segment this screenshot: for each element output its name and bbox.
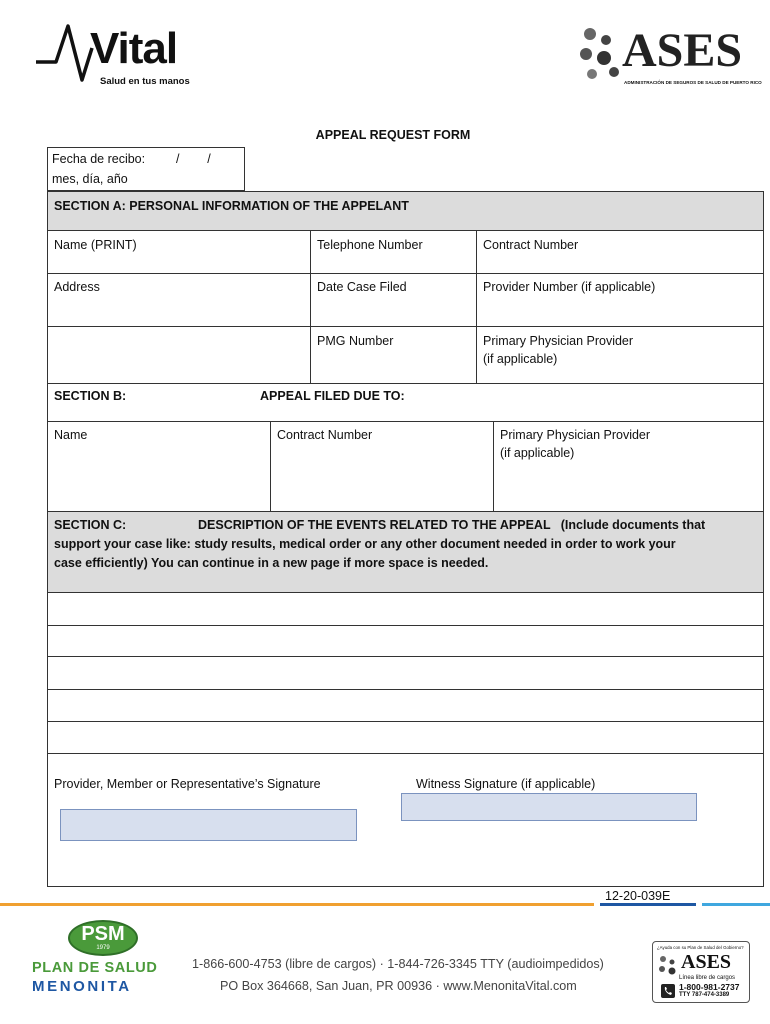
appeal-name-field[interactable]: Name [54, 428, 88, 442]
footer-orange-bar [0, 903, 594, 906]
description-line[interactable] [47, 753, 764, 754]
telephone-field[interactable]: Telephone Number [317, 238, 423, 252]
plan-de-salud-menonita-logo [28, 918, 188, 998]
divider [47, 592, 764, 593]
ases-tagline: ADMINISTRACIÓN DE SEGUROS DE SALUD DE PUERTO RICO [624, 80, 762, 85]
ases-helpline-phone: 1-800-981-2737 [679, 982, 740, 992]
divider [310, 230, 311, 383]
divider [47, 383, 764, 384]
psm-badge-year: 1979 [96, 945, 110, 951]
divider [47, 421, 764, 422]
receipt-date-slashes: / / [176, 152, 211, 166]
footer-blue-bar [702, 903, 770, 906]
provider-number-field[interactable]: Provider Number (if applicable) [483, 280, 656, 294]
section-b-title: SECTION B: [54, 389, 127, 403]
description-line[interactable] [47, 689, 764, 690]
ases-helpline-tty: TTY 787-474-3389 [679, 992, 730, 998]
witness-signature-label: Witness Signature (if applicable) [416, 777, 596, 791]
appeal-physician-field[interactable]: Primary Physician Provider [500, 428, 651, 442]
section-c-title: SECTION C: [54, 518, 127, 532]
divider [47, 230, 764, 231]
provider-signature-label: Provider, Member or Representative’s Signature [54, 777, 321, 791]
footer-blue-bar [600, 903, 696, 906]
receipt-date-label: Fecha de recibo: [52, 152, 146, 166]
description-line[interactable] [47, 625, 764, 626]
section-c-description-line2: support your case like: study results, medical order or any other document needed in order to work your [54, 537, 676, 551]
appeal-contract-field[interactable]: Contract Number [277, 428, 373, 442]
ases-dots-icon [657, 954, 681, 978]
provider-signature-field[interactable] [60, 809, 357, 841]
date-case-filed-field[interactable]: Date Case Filed [317, 280, 407, 294]
ases-helpline-question: ¿Ayuda con su Plan de Salud del Gobierno? [657, 945, 744, 950]
section-c-description-line1: DESCRIPTION OF THE EVENTS RELATED TO THE APPEAL (Include documents that [198, 518, 706, 532]
name-print-field[interactable]: Name (PRINT) [54, 238, 137, 252]
address-field[interactable]: Address [54, 280, 100, 294]
divider [47, 273, 764, 274]
ases-helpline-free-line: Línea libre de cargos [679, 975, 736, 981]
ases-logo [578, 22, 762, 92]
appeal-physician-note: (if applicable) [500, 446, 575, 460]
footer-contact-phones: 1-866-600-4753 (libre de cargos) · 1-844-726-3345 TTY (audioimpedidos) [192, 957, 604, 971]
section-a-title: SECTION A: PERSONAL INFORMATION OF THE APPELANT [54, 199, 409, 213]
form-title: APPEAL REQUEST FORM [315, 128, 471, 142]
form-code: 12-20-039E [605, 889, 671, 903]
pmg-number-field[interactable]: PMG Number [317, 334, 394, 348]
vital-logo [34, 18, 194, 90]
section-c-description-line3: case efficiently) You can continue in a new page if more space is needed. [54, 556, 489, 570]
ases-helpline-box [652, 941, 750, 1003]
menonita-text: MENONITA [32, 978, 132, 995]
plan-de-salud-text: PLAN DE SALUD [32, 960, 158, 976]
witness-signature-field[interactable] [401, 793, 697, 821]
divider [47, 326, 764, 327]
vital-wordmark: Vital [90, 24, 178, 73]
contract-number-field[interactable]: Contract Number [483, 238, 579, 252]
description-line[interactable] [47, 656, 764, 657]
vital-tagline: Salud en tus manos [100, 76, 190, 87]
receipt-date-format: mes, día, año [52, 172, 128, 186]
ases-helpline-wordmark: ASES [681, 951, 732, 973]
ases-wordmark: ASES [622, 24, 743, 77]
primary-physician-note: (if applicable) [483, 352, 558, 366]
section-b-subtitle: APPEAL FILED DUE TO: [260, 389, 405, 403]
footer-contact-address: PO Box 364668, San Juan, PR 00936 · www.MenonitaVital.com [220, 979, 577, 993]
description-line[interactable] [47, 721, 764, 722]
phone-icon [661, 984, 675, 998]
psm-badge-text: PSM [81, 923, 125, 945]
divider [476, 230, 477, 383]
primary-physician-field[interactable]: Primary Physician Provider [483, 334, 634, 348]
divider [493, 421, 494, 511]
receipt-date-box[interactable] [47, 147, 245, 191]
ases-dots-icon [578, 24, 624, 86]
divider [270, 421, 271, 511]
